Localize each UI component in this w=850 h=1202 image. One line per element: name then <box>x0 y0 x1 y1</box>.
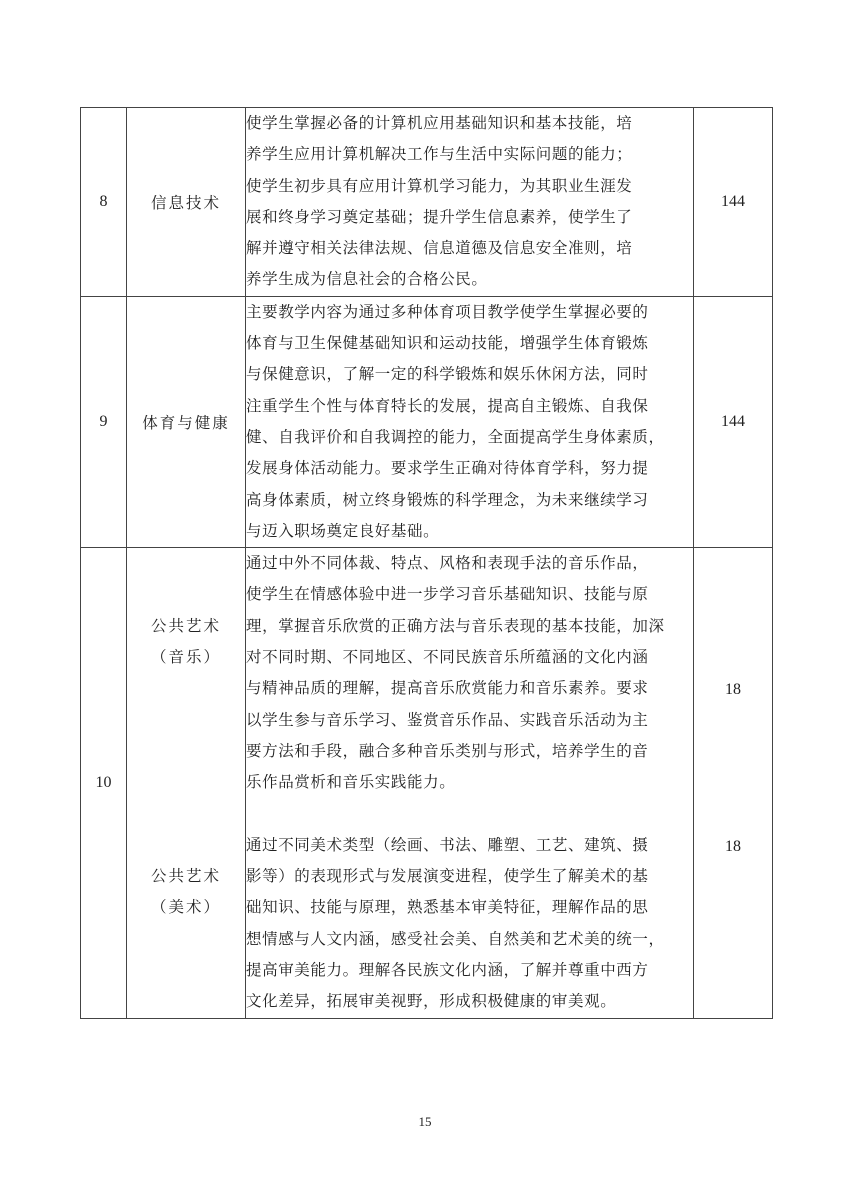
course-name: 公共艺术 <box>150 867 221 886</box>
table-row <box>81 548 773 1018</box>
description-line: 乐作品赏析和音乐实践能力。 <box>246 773 456 792</box>
course-description <box>246 548 694 1018</box>
description-line: 主要教学内容为通过多种体育项目教学使学生掌握必要的 <box>246 302 649 321</box>
course-name: 公共艺术 <box>150 617 221 636</box>
table-row <box>81 108 773 297</box>
course-hours-cell <box>694 548 773 1018</box>
course-hours: 144 <box>694 108 773 297</box>
description-line: 础知识、技能与原理，熟悉基本审美特征，理解作品的思 <box>246 898 649 917</box>
course-hours: 144 <box>694 296 773 547</box>
description-line: 通过不同美术类型（绘画、书法、雕塑、工艺、建筑、摄 <box>246 835 649 854</box>
description-line: 解并遵守相关法律法规、信息道德及信息安全准则，培 <box>246 239 633 258</box>
row-number: 9 <box>81 296 127 547</box>
description-line: 文化差异，拓展审美视野，形成积极健康的审美观。 <box>246 992 617 1011</box>
page-number: 15 <box>418 1114 432 1129</box>
description-line: 养学生应用计算机解决工作与生活中实际问题的能力； <box>246 145 633 164</box>
course-hours: 18 <box>725 838 741 856</box>
course-description <box>246 296 694 547</box>
description-line: 发展身体活动能力。要求学生正确对待体育学科，努力提 <box>246 459 649 478</box>
description-line: 使学生掌握必备的计算机应用基础知识和基本技能，培 <box>246 114 633 132</box>
row-number: 10 <box>81 548 127 1018</box>
description-line: 影等）的表现形式与发展演变进程，使学生了解美术的基 <box>246 867 649 886</box>
description-line: 通过中外不同体裁、特点、风格和表现手法的音乐作品， <box>246 554 649 573</box>
description-line: 使学生在情感体验中进一步学习音乐基础知识、技能与原 <box>246 585 649 604</box>
row-number: 8 <box>81 108 127 297</box>
course-name-suffix: （美术） <box>150 898 221 917</box>
description-line: 理，掌握音乐欣赏的正确方法与音乐表现的基本技能，加深 <box>246 616 665 635</box>
course-hours: 18 <box>725 681 741 699</box>
course-name: 体育与健康 <box>127 296 246 547</box>
description-line: 高身体素质，树立终身锻炼的科学理念，为未来继续学习 <box>246 490 649 509</box>
course-description <box>246 108 694 297</box>
description-line: 以学生参与音乐学习、鉴赏音乐作品、实践音乐活动为主 <box>246 710 649 729</box>
description-line: 展和终身学习奠定基础；提升学生信息素养，使学生了 <box>246 207 633 226</box>
table-row <box>81 296 773 547</box>
description-line: 健、自我评价和自我调控的能力，全面提高学生身体素质， <box>246 427 665 446</box>
description-line: 想情感与人文内涵，感受社会美、自然美和艺术美的统一， <box>246 929 665 948</box>
description-line: 提高审美能力。理解各民族文化内涵，了解并尊重中西方 <box>246 961 649 980</box>
description-line: 体育与卫生保健基础知识和运动技能，增强学生体育锻炼 <box>246 334 649 353</box>
description-line: 使学生初步具有应用计算机学习能力，为其职业生涯发 <box>246 176 633 195</box>
description-line: 与精神品质的理解，提高音乐欣赏能力和音乐素养。要求 <box>246 679 649 698</box>
description-line: 与迈入职场奠定良好基础。 <box>246 521 440 540</box>
description-line: 要方法和手段，融合多种音乐类别与形式，培养学生的音 <box>246 741 649 760</box>
course-name-suffix: （音乐） <box>150 648 221 667</box>
course-name: 信息技术 <box>127 108 246 297</box>
course-name-cell <box>127 548 246 1018</box>
course-table <box>80 107 773 1019</box>
description-line: 对不同时期、不同地区、不同民族音乐所蕴涵的文化内涵 <box>246 648 649 667</box>
description-line: 与保健意识，了解一定的科学锻炼和娱乐休闲方法，同时 <box>246 365 649 384</box>
description-line: 养学生成为信息社会的合格公民。 <box>246 270 488 289</box>
description-line: 注重学生个性与体育特长的发展，提高自主锻炼、自我保 <box>246 396 649 415</box>
